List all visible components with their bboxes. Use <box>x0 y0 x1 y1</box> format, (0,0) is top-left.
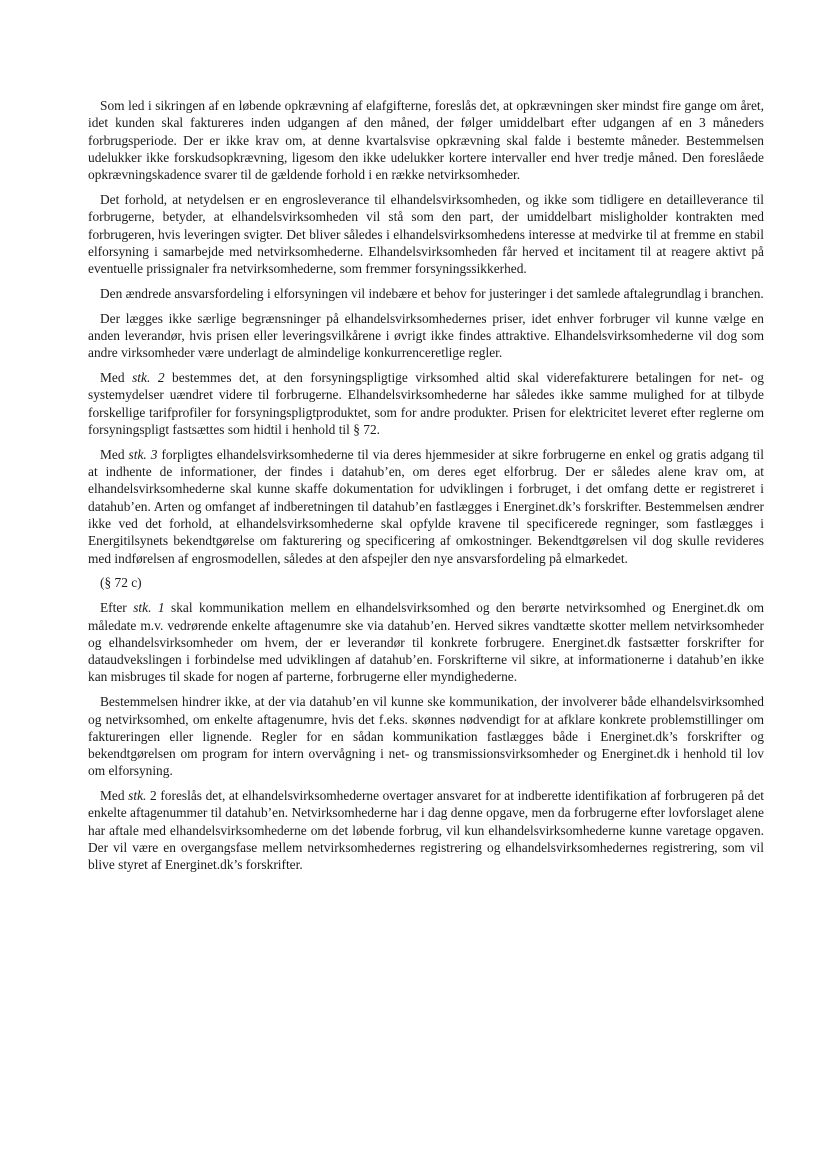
text: forpligtes elhandelsvirksomhederne til via deres hjemmesider at sikre forbrugerne en enkel og gratis adgang til at indhente de informationer, der findes i datahub’en, om deres eget elforbrug. Der er således alene krav om, at elhandelsvirksomhederne skal kunne skaffe dokumentation for udviklingen i forbruget, i det omfang dette er registreret i datahub’en. Arten og omfanget af indberetningen til datahub’en fastlægges i Energinet.dk’s forskrifter. Bestemmelsen ændrer ikke ved det forhold, at elhandelsvirksomhederne skal opfylde kravene til specificerede regninger, som fastlægges i Energitilsynets bekendtgørelse om fakturering og specificering af omkostninger. Bekendtgørelsen vil dog skulle revideres med indførelsen af engrosmodellen, således at den afspejler den nye ansvarsfordeling på elmarkedet. <box>88 446 764 566</box>
paragraph-stk3-hjemmesider <box>88 446 764 567</box>
paragraph-bestemmelsen-hindrer <box>88 693 764 779</box>
paragraph-stk2-identifikation <box>88 787 764 873</box>
text: skal kommunikation mellem en elhandelsvirksomhed og den berørte netvirksomhed og Energinet.dk om måledate m.v. vedrørende enkelte aftagenumre ske via datahub’en. Herved sikres vandtætte skotter mellem netvirksomheder og elhandelsvirksomheder om hvem, der er leverandør til konkrete forbrugere. Energinet.dk fastsætter forskrifter for dataudvekslingen i forbindelse med udviklingen af datahub’en. Forskrifterne vil sikre, at informationerne i datahub’en ikke kan misbruges til skade for nogen af parterne, forbrugerne eller myndighederne. <box>88 600 765 685</box>
text: Efter <box>100 600 134 616</box>
section-reference-72c <box>88 574 764 591</box>
text: 2 foreslås det, at elhandelsvirksomhederne overtager ansvaret for at indberette identifikation af forbrugeren på det enkelte aftagenummer til datahub’en. Netvirksomhederne har i dag denne opgave, men da forbrugerne efter lovforslaget alene har aftale med elhandelsvirksomhederne om det løbende forbrug, vil kun elhandelsvirksomhederne kunne varetage opgaven. Der vil være en overgangsfase mellem netvirksomhedernes registrering og elhandelsvirksomhedernes registrering, som vil blive styret af Energinet.dk’s forskrifter. <box>88 788 764 873</box>
paragraph-elafgifter <box>88 97 764 183</box>
stk-reference: stk. 1 <box>133 600 165 616</box>
paragraph-netydelse <box>88 191 764 277</box>
text: bestemmes det, at den forsyningspligtige virksomhed altid skal viderefakturere betalingen for net- og systemydelser uændret videre til forbrugerne. Elhandelsvirksomhederne har således ikke samme mulighed for at tilbyde forskellige tarifprofiler for forsyningspligtproduktet, som for andre produkter. Prisen for elektricitet leveret efter reglerne om forsyningspligt fastsættes som hidtil i henhold til § 72. <box>88 370 764 438</box>
text: Der lægges ikke særlige begrænsninger på elhandelsvirksomhedernes priser, idet enhver forbruger vil kunne vælge en anden leverandør, hvis prisen eller leveringsvilkårene i øvrigt ikke findes attraktive. Elhandelsvirksomhederne vil dog som andre virksomheder være underlagt de almindelige konkurrenceretlige regler. <box>88 310 764 361</box>
text: Med <box>100 446 129 462</box>
text: Som led i sikringen af en løbende opkrævning af elafgifterne, foreslås det, at opkrævningen sker mindst fire gange om året, idet kunden skal faktureres inden udgangen af den måned, der følger umiddelbart efter udgangen af en 3 måneders forbrugsperiode. Der er ikke krav om, at denne kvartalsvise opkrævning skal falde i bestemte måneder. Bestemmelsen udelukker ikke forskudsopkrævning, ligesom den ikke udelukker kortere intervaller end hver tredje måned. Den foreslåede opkrævningskadence svarer til de gældende forhold i en række netvirksomheder. <box>88 98 764 183</box>
text: Det forhold, at netydelsen er en engrosleverance til elhandelsvirksomheden, og ikke som tidligere en detailleverance til forbrugerne, betyder, at elhandelsvirksomheden vil stå som den part, der umiddelbart misligholder kontrakten med forbrugeren, hvis leveringen svigter. Det bliver således i elhandelsvirksomhedens interesse at medvirke til at fremme en stabil elforsyning i samarbejde med netvirksomhederne. Elhandelsvirksomheden får herved et incitament til at reagere aktivt på eventuelle prissignaler fra netvirksomhederne, som fremmer forsyningssikkerhed. <box>88 191 764 277</box>
paragraph-stk2-viderefakturering <box>88 369 764 438</box>
text: (§ 72 c) <box>100 575 142 591</box>
text: Bestemmelsen hindrer ikke, at der via datahub’en vil kunne ske kommunikation, der involverer både elhandelsvirksomhed og netvirksomhed, om enkelte aftagenumre, hvis det f.eks. skønnes nødvendigt for at afklare konkrete problemstillinger om faktureringen eller lignende. Regler for en sådan kommunikation fastlægges både i Energinet.dk’s forskrifter og bekendtgørelsen om program for intern overvågning i net- og transmissionsvirksomheder og Energinet.dk i henhold til lov om elforsyning. <box>88 694 764 779</box>
paragraph-ansvarsfordeling <box>88 285 764 302</box>
stk-reference: stk. 2 <box>132 370 165 386</box>
paragraph-priser <box>88 310 764 362</box>
text: Med <box>100 788 129 804</box>
stk-reference: stk. <box>128 788 147 804</box>
stk-reference: stk. 3 <box>128 446 158 462</box>
text: Med <box>100 370 133 386</box>
paragraph-stk1-kommunikation <box>88 599 764 685</box>
text: Den ændrede ansvarsfordeling i elforsyningen vil indebære et behov for justeringer i det samlede aftalegrundlag i branchen. <box>100 285 764 301</box>
document-page <box>88 97 764 881</box>
